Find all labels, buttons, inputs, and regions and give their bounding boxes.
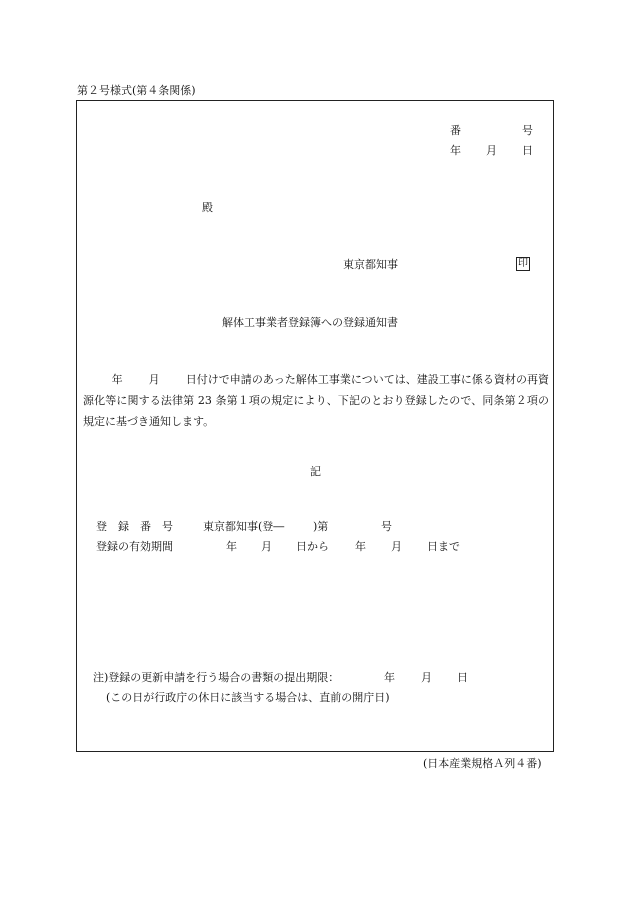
period-label: 登録の有効期間: [96, 540, 173, 553]
document-title: 解体工事業者登録簿への登録通知書: [222, 316, 398, 329]
period-to-day: 日まで: [427, 540, 460, 553]
date-day: 日: [522, 144, 533, 157]
number-label-left: 番: [450, 124, 461, 137]
ki-heading: 記: [310, 465, 321, 478]
number-label-right: 号: [522, 124, 533, 137]
period-to-month: 月: [391, 540, 402, 553]
addressee-suffix: 殿: [202, 201, 213, 214]
registration-number-go: 号: [381, 520, 392, 533]
period-from-year: 年: [226, 540, 237, 553]
date-month: 月: [486, 144, 497, 157]
body-paragraph: [83, 369, 549, 432]
period-from-month: 月: [261, 540, 272, 553]
body-month: 月: [148, 373, 160, 386]
date-year: 年: [450, 144, 461, 157]
note-label: 注)登録の更新申請を行う場合の書類の提出期限：: [93, 671, 340, 684]
period-to-year: 年: [355, 540, 366, 553]
note-sub: (この日が行政庁の休日に該当する場合は、直前の開庁日): [106, 691, 390, 704]
note-month: 月: [421, 671, 432, 684]
body-year: 年: [111, 373, 123, 386]
seal-stamp: 印: [518, 258, 528, 269]
registration-number-dai: )第: [313, 520, 329, 533]
period-from-day: 日から: [296, 540, 329, 553]
footer-paper-size: (日本産業規格Ａ列４番): [423, 757, 542, 770]
note-year: 年: [384, 671, 395, 684]
registration-number-prefix: 東京都知事(登―: [203, 520, 285, 533]
body-text: 日付けで申請のあった解体工事業については、建設工事に係る資材の再資源化等に関する法律第 23 条第１項の規定により、下記のとおり登録したので、同条第２項の規定に基づき通知します。: [83, 373, 550, 428]
issuer-name: 東京都知事: [343, 258, 398, 271]
registration-number-label: 登 録 番 号: [96, 520, 173, 533]
note-day: 日: [457, 671, 468, 684]
form-label: 第２号様式(第４条関係): [77, 84, 196, 97]
